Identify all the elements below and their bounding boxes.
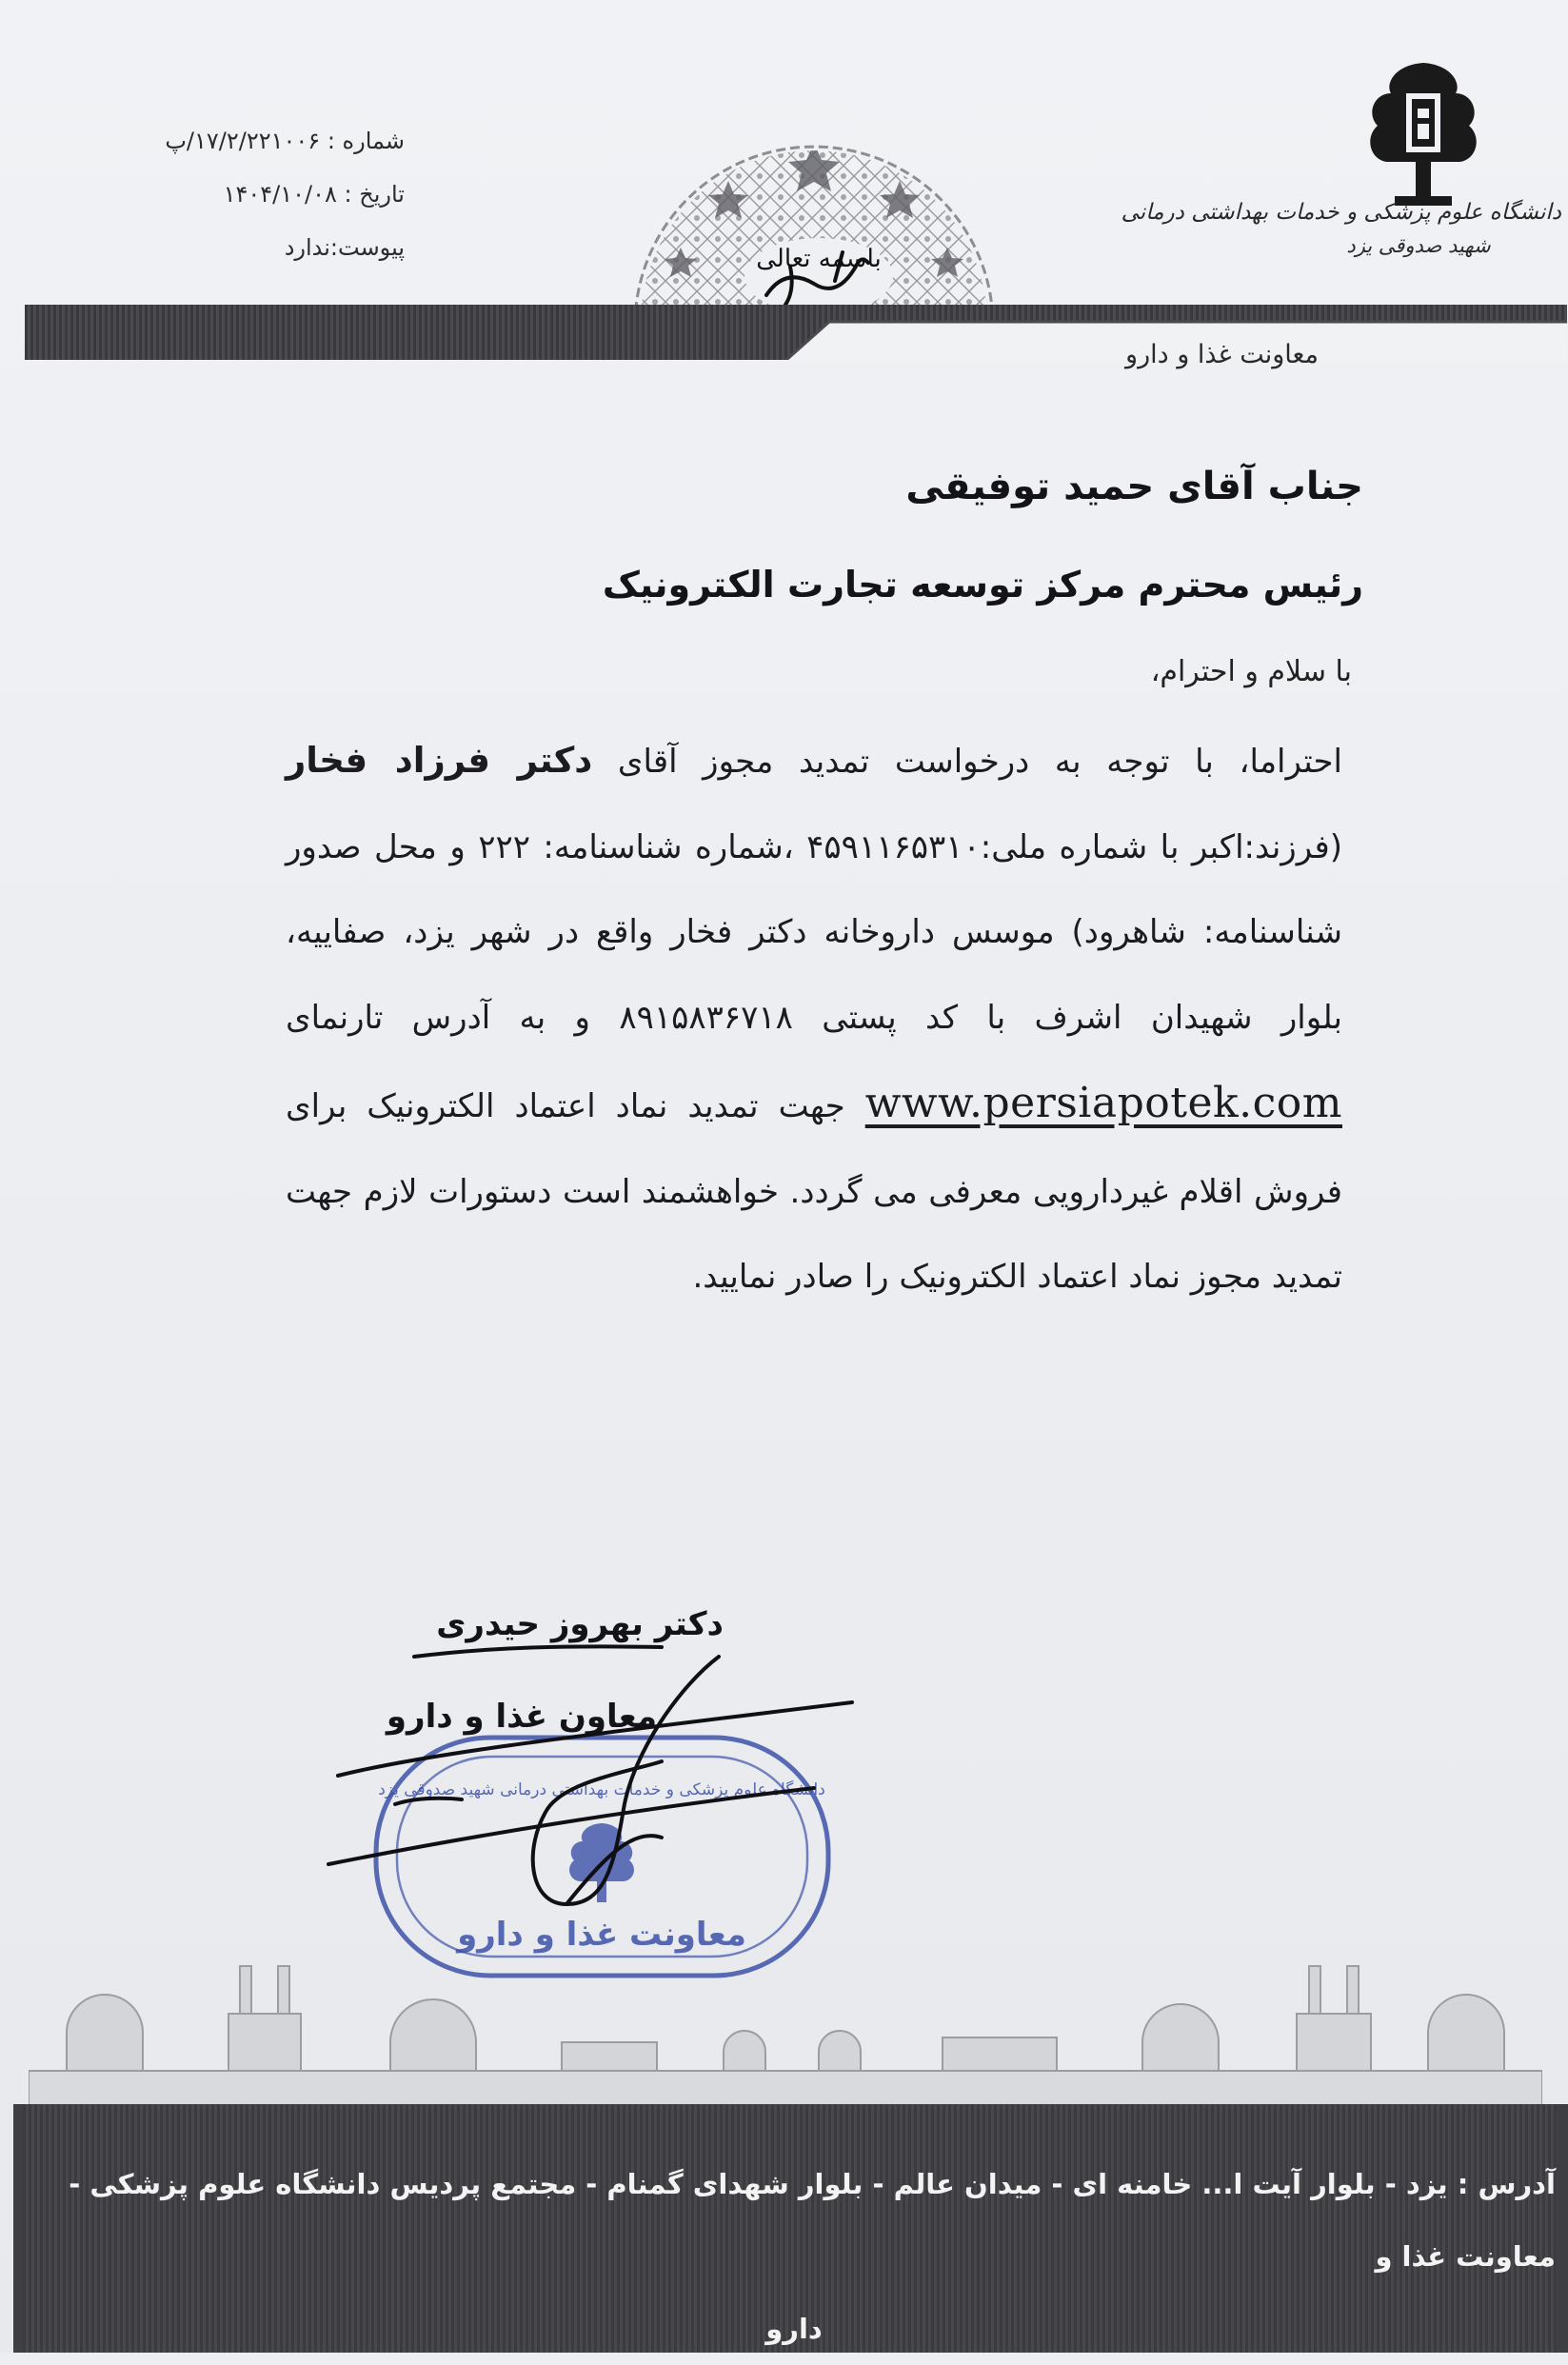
- body-part-2: (فرزند:اکبر با شماره ملی:۴۵۹۱۱۶۵۳۱۰ ،شماره شناسنامه: ۲۲۲ و محل صدور شناسنامه: شاهرود) موسس داروخانه دکتر فخار واقع در شهر یزد، صفاییه، بلوار شهیدان اشرف با کد پستی ۸۹۱۵۸۳۶۷۱۸ و به آدرس تارنمای: [286, 827, 1343, 1037]
- letter-date: تاریخ : ۱۴۰۴/۱۰/۰۸: [223, 181, 405, 208]
- letter-number: شماره : ۱۷/۲/۲۲۱۰۰۶/پ: [165, 128, 405, 154]
- greeting: با سلام و احترام،: [1150, 655, 1352, 688]
- website-link[interactable]: www.persiapotek.com: [864, 1079, 1342, 1127]
- invocation-label: باسمه تعالی: [756, 245, 882, 273]
- signer-position: معاون غذا و دارو: [386, 1698, 657, 1736]
- university-name-line1: دانشگاه علوم پزشکی و خدمات بهداشتی درمانی: [1121, 200, 1561, 225]
- footer-address-line2: دارو: [765, 2313, 823, 2345]
- university-name-line2: شهید صدوقی یزد: [1346, 234, 1491, 257]
- letter-body: [286, 718, 1342, 1321]
- university-logo-icon: [1357, 55, 1490, 222]
- addressee-name: جناب آقای حمید توفیقی: [905, 465, 1363, 508]
- signer-name: دکتر بهروز حیدری: [436, 1605, 724, 1643]
- department-label: معاونت غذا و دارو: [1125, 340, 1319, 369]
- handwritten-signature: [319, 1619, 871, 1942]
- addressee-title: رئیس محترم مرکز توسعه تجارت الکترونیک: [602, 564, 1363, 606]
- stamp-bottom-text: معاونت غذا و دارو: [457, 1916, 746, 1954]
- city-skyline: [29, 1928, 1542, 2114]
- footer-address: [32, 2148, 1556, 2365]
- body-part-3: جهت تمدید نماد اعتماد الکترونیک برای فروش اقلام غیردارویی معرفی می گردد. خواهشمند است دستورات لازم جهت تمدید مجوز نماد اعتماد الکترونیک را صادر نمایید.: [286, 1087, 1342, 1296]
- invocation-rosette: [624, 124, 1004, 328]
- letter-meta: [100, 114, 405, 274]
- letter-attachment: پیوست:ندارد: [284, 234, 405, 261]
- body-part-1: احتراما، با توجه به درخواست تمدید مجوز آقای: [617, 743, 1342, 781]
- university-name: [1121, 200, 1561, 257]
- stamp-top-text: دانشگاه علوم پزشکی و خدمات بهداشتی درمانی شهید صدوقی یزد: [378, 1780, 825, 1799]
- doctor-name: دکتر فرزاد فخار: [286, 740, 593, 781]
- header-band: [25, 305, 1567, 360]
- footer-address-line1: آدرس : یزد - بلوار آیت ا... خامنه ای - میدان عالم - بلوار شهدای گمنام - مجتمع پردیس دانشگاه علوم پزشکی - معاونت غذا و: [69, 2168, 1556, 2273]
